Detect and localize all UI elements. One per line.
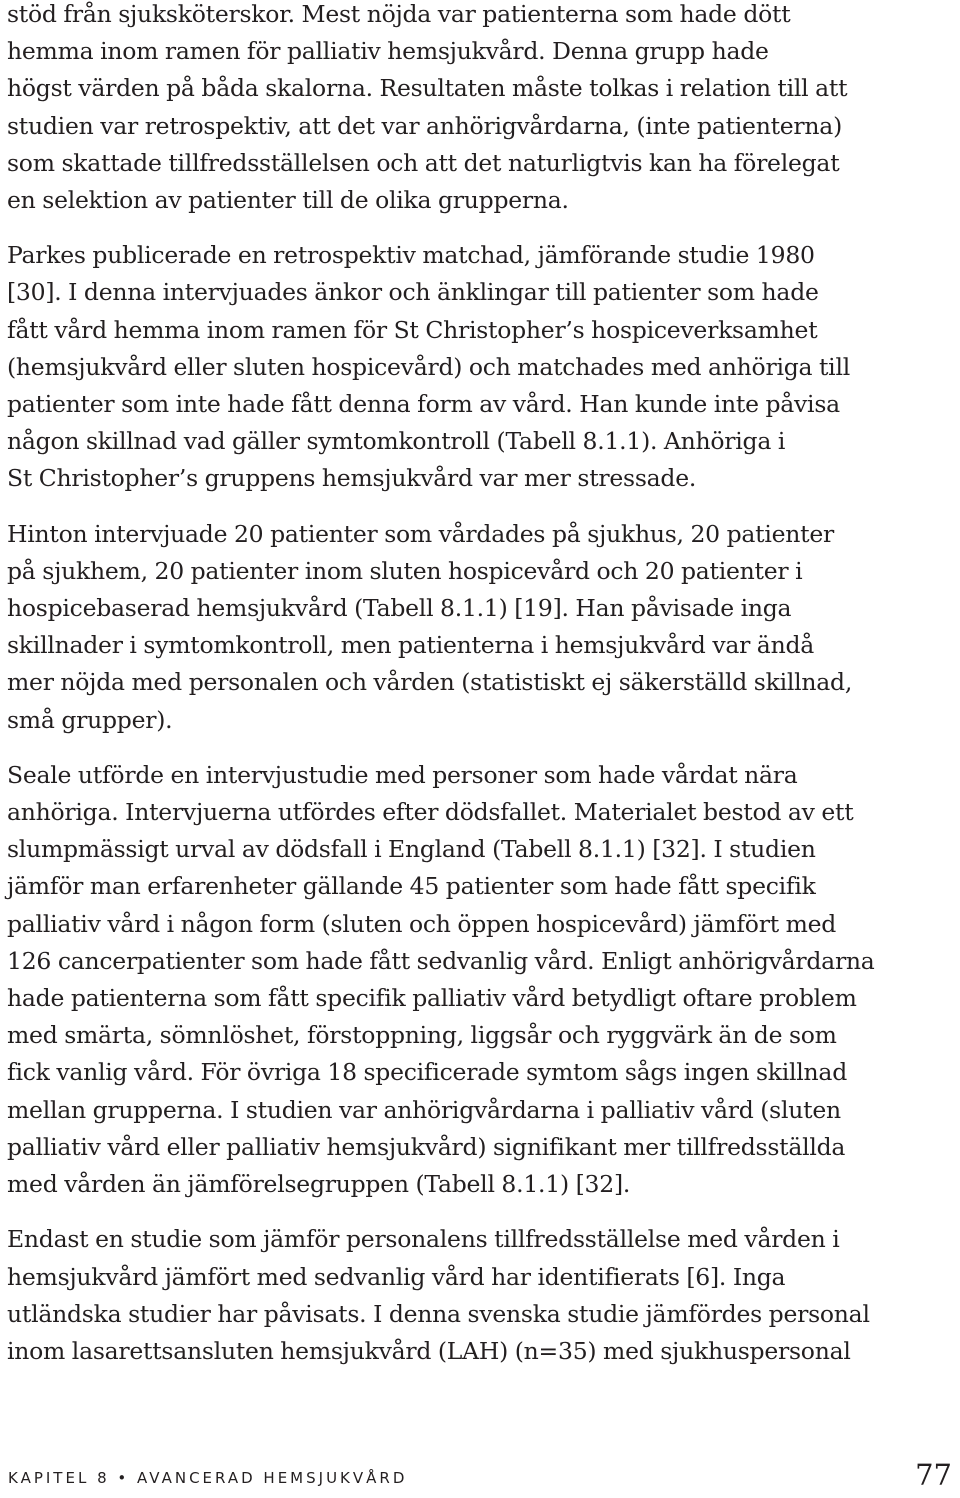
text-line: mer nöjda med personalen och vården (statistiskt ej säkerställd skillnad, (7, 668, 853, 697)
text-line: hospicebaserad hemsjukvård (Tabell 8.1.1) [19]. Han påvisade inga (7, 594, 792, 623)
text-line: en selektion av patienter till de olika grupperna. (7, 186, 569, 215)
text-line: patienter som inte hade fått denna form av vård. Han kunde inte påvisa (7, 390, 840, 419)
text-line: högst värden på båda skalorna. Resultaten måste tolkas i relation till att (7, 74, 848, 103)
text-line: 126 cancerpatienter som hade fått sedvanlig vård. Enligt anhörigvårdarna (7, 946, 875, 975)
text-line: på sjukhem, 20 patienter inom sluten hospicevård och 20 patienter i (7, 556, 803, 585)
text-line: små grupper). (7, 705, 173, 734)
text-line: Hinton intervjuade 20 patienter som vårdades på sjukhus, 20 patienter (7, 519, 834, 548)
text-line: slumpmässigt urval av dödsfall i England (Tabell 8.1.1) [32]. I studien (7, 835, 816, 864)
paragraph (7, 1221, 887, 1370)
text-line: med smärta, sömnlöshet, förstoppning, liggsår och ryggvärk än de som (7, 1021, 837, 1050)
paragraph (7, 516, 887, 739)
text-line: fått vård hemma inom ramen för St Christopher’s hospiceverksamhet (7, 315, 818, 344)
paragraph (7, 757, 887, 1203)
text-line: [30]. I denna intervjuades änkor och änklingar till patienter som hade (7, 278, 819, 307)
text-line: Endast en studie som jämför personalens tillfredsställelse med vården i (7, 1225, 840, 1254)
text-line: någon skillnad vad gäller symtomkontroll (Tabell 8.1.1). Anhöriga i (7, 427, 786, 456)
text-line: hemma inom ramen för palliativ hemsjukvård. Denna grupp hade (7, 37, 769, 66)
text-line: (hemsjukvård eller sluten hospicevård) och matchades med anhöriga till (7, 352, 850, 381)
text-line: fick vanlig vård. För övriga 18 specificerade symtom sågs ingen skillnad (7, 1058, 847, 1087)
text-line: anhöriga. Intervjuerna utfördes efter dödsfallet. Materialet bestod av ett (7, 798, 854, 827)
running-head: KAPITEL 8 • AVANCERAD HEMSJUKVÅRD (8, 1469, 408, 1487)
body-text (7, 0, 887, 1388)
text-line: Parkes publicerade en retrospektiv matchad, jämförande studie 1980 (7, 241, 815, 270)
text-line: hade patienterna som fått specifik palliativ vård betydligt oftare problem (7, 984, 857, 1013)
text-line: inom lasarettsansluten hemsjukvård (LAH) (n=35) med sjukhuspersonal (7, 1336, 851, 1365)
text-line: skillnader i symtomkontroll, men patienterna i hemsjukvård var ändå (7, 631, 815, 660)
text-line: utländska studier har påvisats. I denna svenska studie jämfördes personal (7, 1299, 870, 1328)
text-line: St Christopher’s gruppens hemsjukvård var mer stressade. (7, 464, 697, 493)
text-line: med vården än jämförelsegruppen (Tabell 8.1.1) [32]. (7, 1170, 631, 1199)
text-line: stöd från sjuksköterskor. Mest nöjda var patienterna som hade dött (7, 0, 791, 28)
text-line: mellan grupperna. I studien var anhörigvårdarna i palliativ vård (sluten (7, 1095, 841, 1124)
text-line: Seale utförde en intervjustudie med personer som hade vårdat nära (7, 760, 798, 789)
paragraph (7, 237, 887, 497)
text-line: jämför man erfarenheter gällande 45 patienter som hade fått specifik (7, 872, 816, 901)
paragraph (7, 0, 887, 219)
text-line: palliativ vård eller palliativ hemsjukvård) signifikant mer tillfredsställda (7, 1132, 846, 1161)
page-number: 77 (915, 1458, 952, 1492)
text-line: palliativ vård i någon form (sluten och öppen hospicevård) jämfört med (7, 909, 837, 938)
text-line: hemsjukvård jämfört med sedvanlig vård har identifierats [6]. Inga (7, 1262, 786, 1291)
text-line: som skattade tillfredsställelsen och att det naturligtvis kan ha förelegat (7, 148, 840, 177)
page-footer (8, 1458, 952, 1498)
text-line: studien var retrospektiv, att det var anhörigvårdarna, (inte patienterna) (7, 111, 842, 140)
